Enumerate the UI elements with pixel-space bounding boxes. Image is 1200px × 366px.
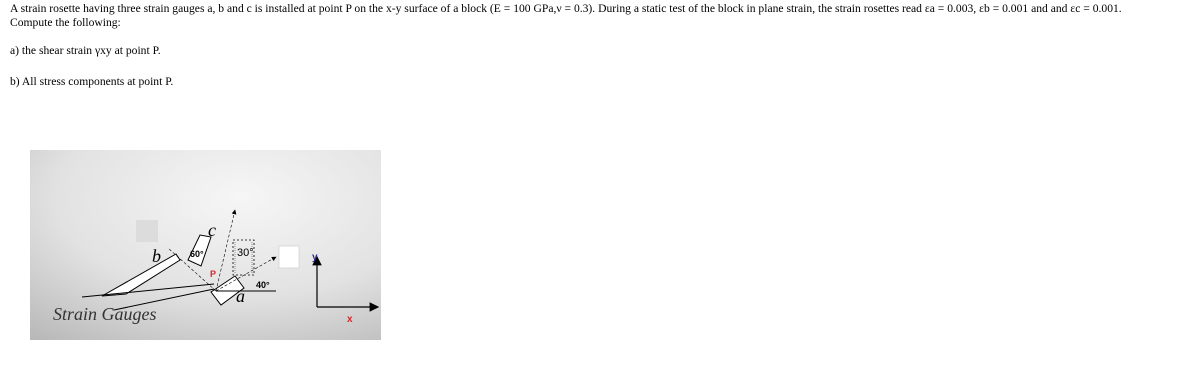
point-p-label: P [210,269,217,279]
problem-line-2: Compute the following: [10,16,121,29]
decorative-square [136,220,158,242]
angle-30-label: 30° [237,247,254,259]
decorative-square [279,246,299,268]
angle-60-label: 60° [190,249,204,259]
figure-caption: Strain Gauges [53,304,157,324]
part-a: a) the shear strain γxy at point P. [10,44,161,57]
gauge-a-label: a [236,286,245,306]
part-b: b) All stress components at point P. [10,75,174,88]
gauge-c-label: c [208,220,216,240]
gauge-b-label: b [152,246,161,266]
strain-gauge-figure [30,150,381,340]
x-axis-label: x [347,314,353,325]
problem-line-1: A strain rosette having three strain gauges a, b and c is installed at point P on the x-y surface of a block (E = 100 GPa,ν = 0.3). During a static test of the block in plane strain, the strain rosettes read εa = 0.003, εb = 0.001 and and εc = 0.001. [10,2,1122,15]
y-axis-label: y [312,252,318,263]
angle-40-label: 40° [256,280,270,290]
problem-statement [10,2,1195,30]
